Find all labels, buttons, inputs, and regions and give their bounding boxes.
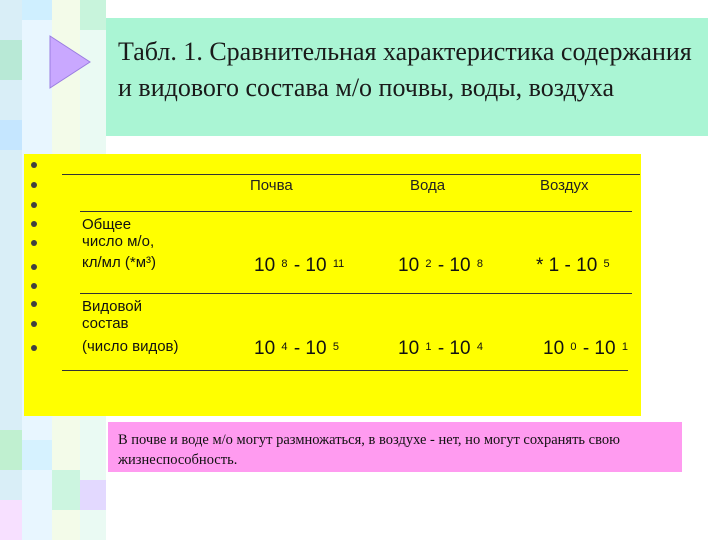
value-water-species: 10 $^1$ - 10 $^4$ bbox=[398, 338, 483, 359]
value-air-species: 10 $^0$ - 10 $^1$ bbox=[543, 338, 628, 359]
column-header-soil: Почва bbox=[250, 177, 293, 194]
column-header-air: Воздух bbox=[540, 177, 589, 194]
slide-title: Табл. 1. Сравнительная характеристика содержания и видового состава м/о почвы, воды, воздуха bbox=[118, 37, 692, 102]
arrow-play-icon bbox=[46, 32, 96, 92]
table-rule-middle bbox=[80, 293, 632, 294]
value-air-count: * 1 - 10 $^5$ bbox=[536, 255, 610, 276]
value-soil-count: 10 $^8$ - 10 $^{11}$ bbox=[254, 255, 345, 276]
note-text: В почве и воде м/о могут размножаться, в воздухе - нет, но могут сохранять свою жизнеспособность. bbox=[118, 432, 620, 468]
column-header-water: Вода bbox=[410, 177, 446, 194]
table-rule-bottom bbox=[62, 370, 628, 371]
value-soil-species: 10 $^4$ - 10 $^5$ bbox=[254, 338, 339, 359]
row-label-total-count: Общее число м/о, кл/мл (*м³) bbox=[82, 216, 157, 271]
row-label-species: Видовой состав (число видов) bbox=[82, 298, 179, 355]
table-rule-top bbox=[62, 174, 640, 175]
value-water-count: 10 $^2$ - 10 $^8$ bbox=[398, 255, 483, 276]
table-rule-header bbox=[80, 211, 632, 212]
